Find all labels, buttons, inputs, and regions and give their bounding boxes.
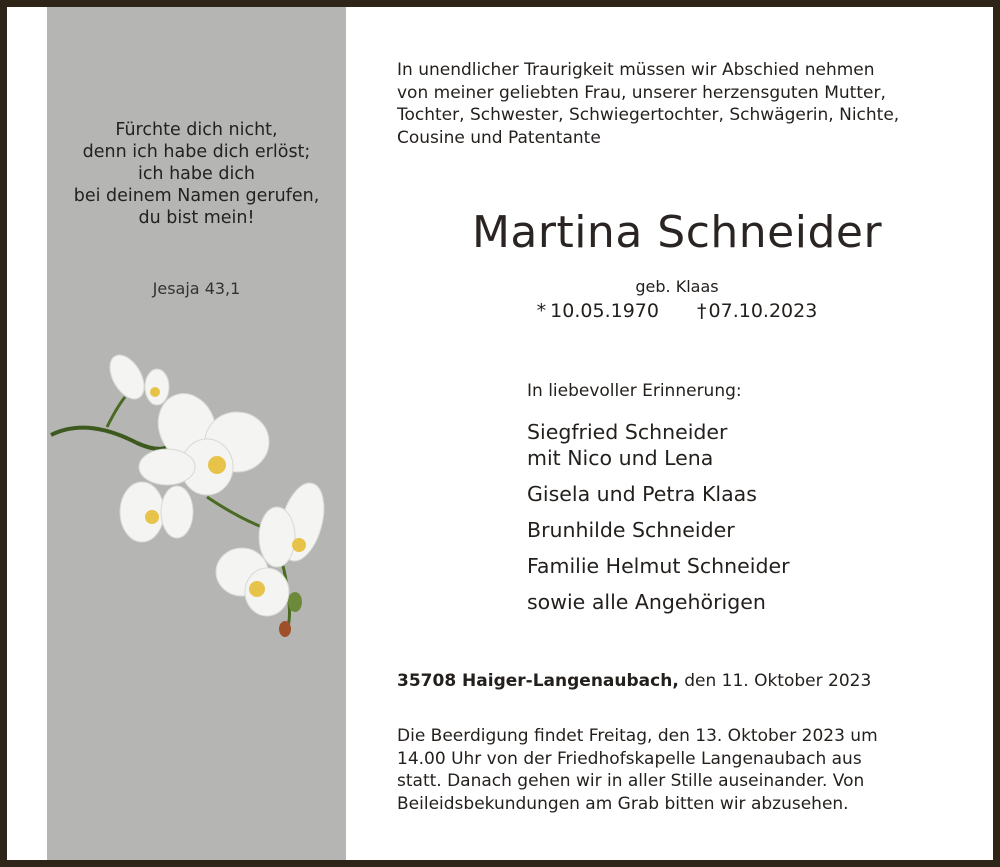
death [697,300,817,322]
mourner: Brunhilde Schneider [527,518,735,542]
side-panel [47,7,346,860]
intro-line: Tochter, Schwester, Schwiegertochter, Schwägerin, Nichte, [397,105,900,125]
mourners-heading: In liebevoller Erinnerung: [527,381,742,401]
bible-verse [47,119,346,229]
star-icon: * [536,300,547,322]
verse-line: du bist mein! [138,208,255,228]
maiden-name: geb. Klaas [635,277,719,296]
funeral-line: Die Beerdigung findet Freitag, den 13. Oktober 2023 um [397,726,878,746]
intro-line: In unendlicher Traurigkeit müssen wir Abschied nehmen [397,60,875,80]
place-date [397,671,871,691]
verse-line: bei deinem Namen gerufen, [73,186,320,206]
verse-line: denn ich habe dich erlöst; [82,142,311,162]
obituary-card [7,7,993,860]
verse-line: Fürchte dich nicht, [115,120,278,140]
verse-line: ich habe dich [137,164,256,184]
mourner: Siegfried Schneider [527,420,728,444]
death-date: 07.10.2023 [708,300,818,322]
verse-reference: Jesaja 43,1 [152,279,241,298]
deceased-name: Martina Schneider [471,207,883,258]
funeral-line: statt. Danach gehen wir in aller Stille auseinander. Von [397,771,865,791]
birth [537,300,659,322]
mourner: mit Nico und Lena [527,446,714,470]
intro-line: Cousine und Patentante [397,127,601,148]
mourner: Familie Helmut Schneider [527,554,790,578]
cross-icon: † [697,300,707,322]
place: 35708 Haiger-Langenaubach, [397,671,679,691]
funeral-line: 14.00 Uhr von der Friedhofskapelle Langenaubach aus [397,748,862,769]
intro-text [397,59,957,149]
funeral-line: Beileidsbekundungen am Grab bitten wir abzusehen. [397,793,849,814]
date: den 11. Oktober 2023 [684,671,872,691]
orchid-image [47,347,346,647]
intro-line: von meiner geliebten Frau, unserer herzensguten Mutter, [397,82,886,103]
mourner: sowie alle Angehörigen [527,590,766,614]
life-dates [397,300,957,322]
mourners-list [527,419,790,615]
funeral-notice [397,725,962,815]
birth-date: 10.05.1970 [550,300,659,322]
mourner: Gisela und Petra Klaas [527,482,757,506]
